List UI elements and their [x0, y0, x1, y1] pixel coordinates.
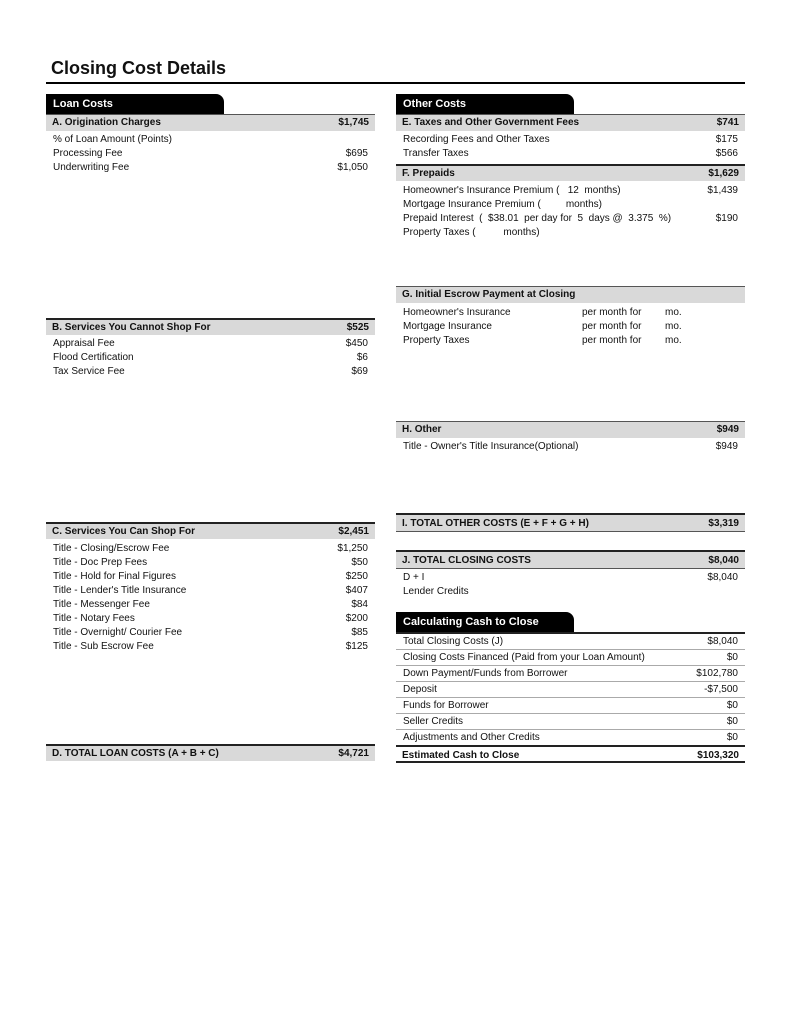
line-item-label: Homeowner's Insurance [403, 307, 511, 318]
months-label: mo. [665, 335, 682, 346]
line-item-label: Transfer Taxes [403, 148, 469, 159]
line-item-label: Title - Owner's Title Insurance(Optional) [403, 441, 579, 452]
section-c-label: C. Services You Can Shop For [52, 526, 195, 537]
section-a [46, 114, 375, 175]
line-item-label: D + I [403, 572, 425, 583]
section-c-header [46, 522, 375, 539]
section-d-label: D. TOTAL LOAN COSTS (A + B + C) [52, 748, 219, 759]
line-item-amount: $8,040 [707, 572, 738, 583]
line-item-label: Homeowner's Insurance Premium ( 12 months) [403, 185, 621, 196]
line-item [396, 226, 745, 240]
line-item-amount: $250 [345, 571, 368, 582]
section-h-total: $949 [716, 424, 739, 435]
section-b-total: $525 [346, 322, 369, 333]
line-item-label: Underwriting Fee [53, 162, 130, 173]
section-e-total: $741 [716, 117, 739, 128]
line-item-amount: $1,439 [707, 185, 738, 196]
section-f-total: $1,629 [708, 168, 739, 179]
line-item-label: Lender Credits [403, 586, 469, 597]
loan-costs-tab-label: Loan Costs [46, 94, 224, 114]
line-item [396, 198, 745, 212]
line-item [396, 440, 745, 454]
line-item-label: Property Taxes [403, 335, 470, 346]
line-item-amount: $1,250 [337, 543, 368, 554]
section-i-header [396, 513, 745, 532]
line-item-amount: $200 [345, 613, 368, 624]
section-d-header [46, 744, 375, 761]
cash-row-amount: $8,040 [707, 636, 738, 647]
estimated-cash-label: Estimated Cash to Close [402, 750, 520, 761]
line-item-label: Mortgage Insurance [403, 321, 492, 332]
line-item [396, 212, 745, 226]
line-item-amount: $1,050 [337, 162, 368, 173]
section-b [46, 318, 375, 379]
cash-row-label: Total Closing Costs (J) [403, 636, 504, 647]
line-item-amount: $125 [345, 641, 368, 652]
estimated-cash-row [396, 745, 745, 763]
line-item [46, 542, 375, 556]
line-item [396, 184, 745, 198]
section-c [46, 522, 375, 654]
other-costs-tab-label: Other Costs [396, 94, 574, 114]
months-label: mo. [665, 321, 682, 332]
section-e-label: E. Taxes and Other Government Fees [402, 117, 580, 128]
line-item [46, 133, 375, 147]
line-item [46, 612, 375, 626]
section-j-total: $8,040 [708, 555, 739, 566]
cash-row [396, 634, 745, 650]
line-item [46, 584, 375, 598]
line-item [396, 320, 745, 334]
estimated-cash-total: $103,320 [697, 750, 739, 761]
line-item [396, 306, 745, 320]
loan-costs-tab [46, 94, 224, 114]
cash-row-label: Funds for Borrower [403, 700, 489, 711]
section-i-total: $3,319 [708, 518, 739, 529]
section-g [396, 286, 745, 348]
cash-row [396, 682, 745, 698]
line-item-amount: $407 [345, 585, 368, 596]
line-item-label: Processing Fee [53, 148, 123, 159]
line-item [46, 556, 375, 570]
line-item [46, 598, 375, 612]
line-item-amount: $949 [715, 441, 738, 452]
section-g-label: G. Initial Escrow Payment at Closing [402, 289, 576, 300]
cash-row-amount: $0 [726, 700, 738, 711]
line-item [46, 147, 375, 161]
cash-row-label: Deposit [403, 684, 437, 695]
line-item [46, 365, 375, 379]
line-item-amount: $450 [345, 338, 368, 349]
line-item-label: Title - Closing/Escrow Fee [53, 543, 170, 554]
line-item-label: Title - Hold for Final Figures [53, 571, 176, 582]
section-f [396, 164, 745, 240]
section-b-label: B. Services You Cannot Shop For [52, 322, 211, 333]
line-item-amount: $69 [351, 366, 368, 377]
line-item-label: Title - Lender's Title Insurance [53, 585, 187, 596]
section-i-label: I. TOTAL OTHER COSTS (E + F + G + H) [402, 518, 589, 529]
line-item [46, 626, 375, 640]
cash-row [396, 730, 745, 745]
section-b-header [46, 318, 375, 335]
section-f-label: F. Prepaids [402, 168, 455, 179]
line-item [46, 337, 375, 351]
section-j [396, 550, 745, 599]
cash-row [396, 666, 745, 682]
section-a-header [46, 114, 375, 131]
per-month-label: per month for [582, 321, 642, 332]
line-item-label: Mortgage Insurance Premium ( months) [403, 199, 602, 210]
cash-row-amount: -$7,500 [704, 684, 738, 695]
cash-row [396, 698, 745, 714]
cash-row-label: Down Payment/Funds from Borrower [403, 668, 568, 679]
cash-to-close-table [396, 632, 745, 763]
line-item-label: Title - Messenger Fee [53, 599, 150, 610]
line-item-amount: $84 [351, 599, 368, 610]
section-c-total: $2,451 [338, 526, 369, 537]
section-h [396, 421, 745, 454]
section-h-label: H. Other [402, 424, 442, 435]
cash-to-close-tab-label: Calculating Cash to Close [396, 612, 574, 632]
line-item [46, 570, 375, 584]
line-item-amount: $50 [351, 557, 368, 568]
line-item [396, 334, 745, 348]
section-j-header [396, 550, 745, 569]
line-item-label: Title - Doc Prep Fees [53, 557, 148, 568]
section-a-total: $1,745 [338, 117, 369, 128]
section-h-header [396, 421, 745, 438]
line-item-label: % of Loan Amount (Points) [53, 134, 172, 145]
line-item-label: Title - Notary Fees [53, 613, 135, 624]
line-item-amount: $85 [351, 627, 368, 638]
section-f-header [396, 164, 745, 181]
cash-row [396, 714, 745, 730]
line-item-label: Appraisal Fee [53, 338, 115, 349]
section-d [46, 744, 375, 761]
section-g-header [396, 286, 745, 303]
cash-row-label: Adjustments and Other Credits [403, 732, 540, 743]
line-item-amount: $6 [356, 352, 368, 363]
section-d-total: $4,721 [338, 748, 369, 759]
page-title: Closing Cost Details [51, 58, 227, 78]
cash-row-amount: $0 [726, 732, 738, 743]
line-item-amount: $566 [715, 148, 738, 159]
cash-row-label: Seller Credits [403, 716, 464, 727]
line-item [46, 640, 375, 654]
section-e-header [396, 114, 745, 131]
section-i [396, 513, 745, 532]
cash-row-amount: $0 [726, 716, 738, 727]
cash-row [396, 650, 745, 666]
section-j-label: J. TOTAL CLOSING COSTS [402, 555, 531, 566]
line-item [396, 571, 745, 585]
per-month-label: per month for [582, 335, 642, 346]
line-item [396, 147, 745, 161]
line-item-amount: $190 [715, 213, 738, 224]
line-item [46, 351, 375, 365]
line-item-label: Flood Certification [53, 352, 134, 363]
cash-row-amount: $0 [726, 652, 738, 663]
line-item-label: Title - Sub Escrow Fee [53, 641, 154, 652]
line-item-label: Title - Overnight/ Courier Fee [53, 627, 183, 638]
line-item-amount: $175 [715, 134, 738, 145]
cash-to-close-tab [396, 612, 574, 632]
section-a-label: A. Origination Charges [52, 117, 161, 128]
line-item-label: Tax Service Fee [53, 366, 125, 377]
months-label: mo. [665, 307, 682, 318]
line-item-label: Prepaid Interest ( $38.01 per day for 5 days @ 3.375 %) [403, 213, 672, 224]
line-item-label: Recording Fees and Other Taxes [403, 134, 550, 145]
line-item-label: Property Taxes ( months) [403, 227, 540, 238]
section-e [396, 114, 745, 161]
other-costs-tab [396, 94, 574, 114]
line-item [396, 133, 745, 147]
line-item-amount: $695 [345, 148, 368, 159]
cash-row-amount: $102,780 [696, 668, 738, 679]
cash-row-label: Closing Costs Financed (Paid from your Loan Amount) [403, 652, 645, 663]
line-item [396, 585, 745, 599]
line-item [46, 161, 375, 175]
per-month-label: per month for [582, 307, 642, 318]
title-rule [46, 82, 745, 84]
